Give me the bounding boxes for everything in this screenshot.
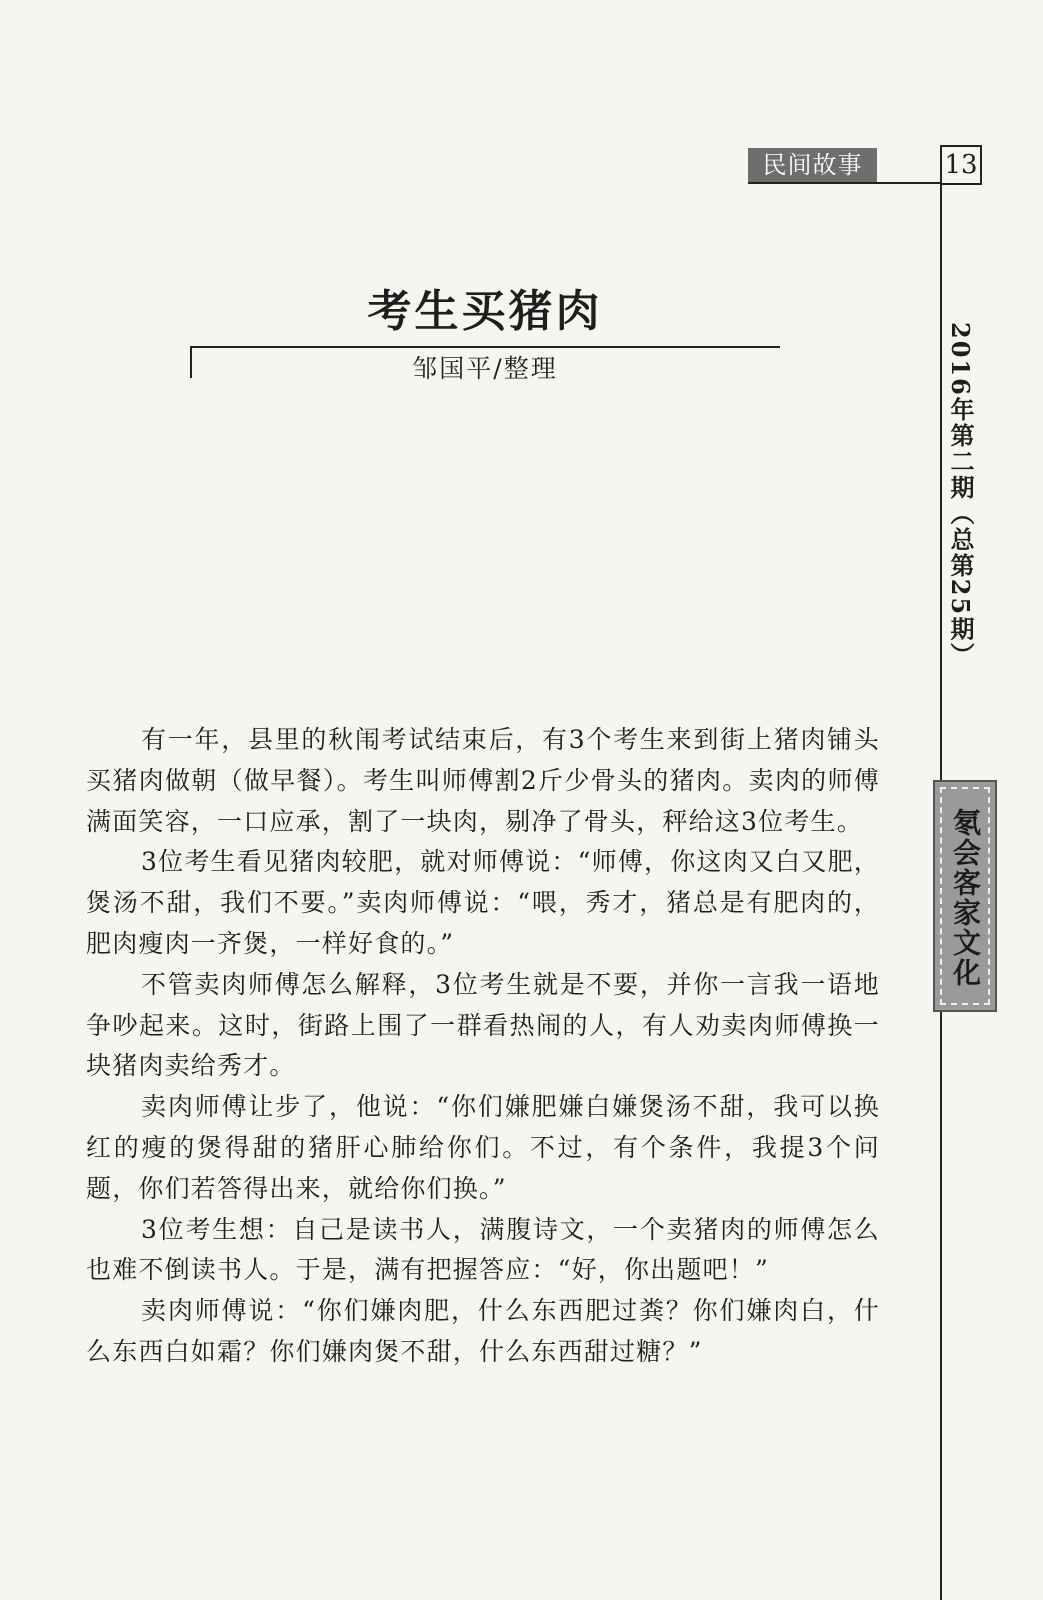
- section-tag: 民间故事: [748, 148, 877, 182]
- journal-seal: [933, 780, 997, 1012]
- article-byline: 邹国平/整理: [412, 354, 558, 383]
- paragraph: 有一年，县里的秋闱考试结束后，有3个考生来到街上猪肉铺头买猪肉做朝（做早餐）。考生叫师傅割2斤少骨头的猪肉。卖肉的师傅满面笑容，一口应承，割了一块肉，剔净了骨头，秤给这3位考生。: [86, 725, 880, 836]
- issue-label: 2016年第二期（总第25期）: [946, 322, 975, 669]
- article-title: 考生买猪肉: [367, 286, 603, 337]
- paragraph: 不管卖肉师傅怎么解释，3位考生就是不要，并你一言我一语地争吵起来。这时，街路上围了一群看热闹的人，有人劝卖肉师傅换一块猪肉卖给秀才。: [86, 969, 880, 1081]
- title-rule: [190, 346, 780, 348]
- article-body: [86, 720, 880, 1373]
- header-rule: [748, 182, 941, 184]
- page-number: 13: [940, 145, 982, 185]
- side-rule-lower: [940, 1010, 942, 1600]
- paragraph: 3位考生看见猪肉较肥，就对师傅说：“师傅，你这肉又白又肥，煲汤不甜，我们不要。”卖肉师傅说：“喂，秀才，猪总是有肥肉的，肥肉瘦肉一齐煲，一样好食的。”: [86, 847, 880, 958]
- seal-text: 氡会客家文化: [949, 808, 982, 988]
- paragraph: 卖肉师傅让步了，他说：“你们嫌肥嫌白嫌煲汤不甜，我可以换红的瘦的煲得甜的猪肝心肺给你们。不过，有个条件，我提3个问题，你们若答得出来，就给你们换。”: [86, 1092, 880, 1203]
- paragraph: 卖肉师傅说：“你们嫌肉肥，什么东西肥过粪？你们嫌肉白，什么东西白如霜？你们嫌肉煲不甜，什么东西甜过糖？”: [86, 1296, 880, 1366]
- paragraph: 3位考生想：自己是读书人，满腹诗文，一个卖猪肉的师傅怎么也难不倒读书人。于是，满有把握答应：“好，你出题吧！”: [86, 1214, 880, 1285]
